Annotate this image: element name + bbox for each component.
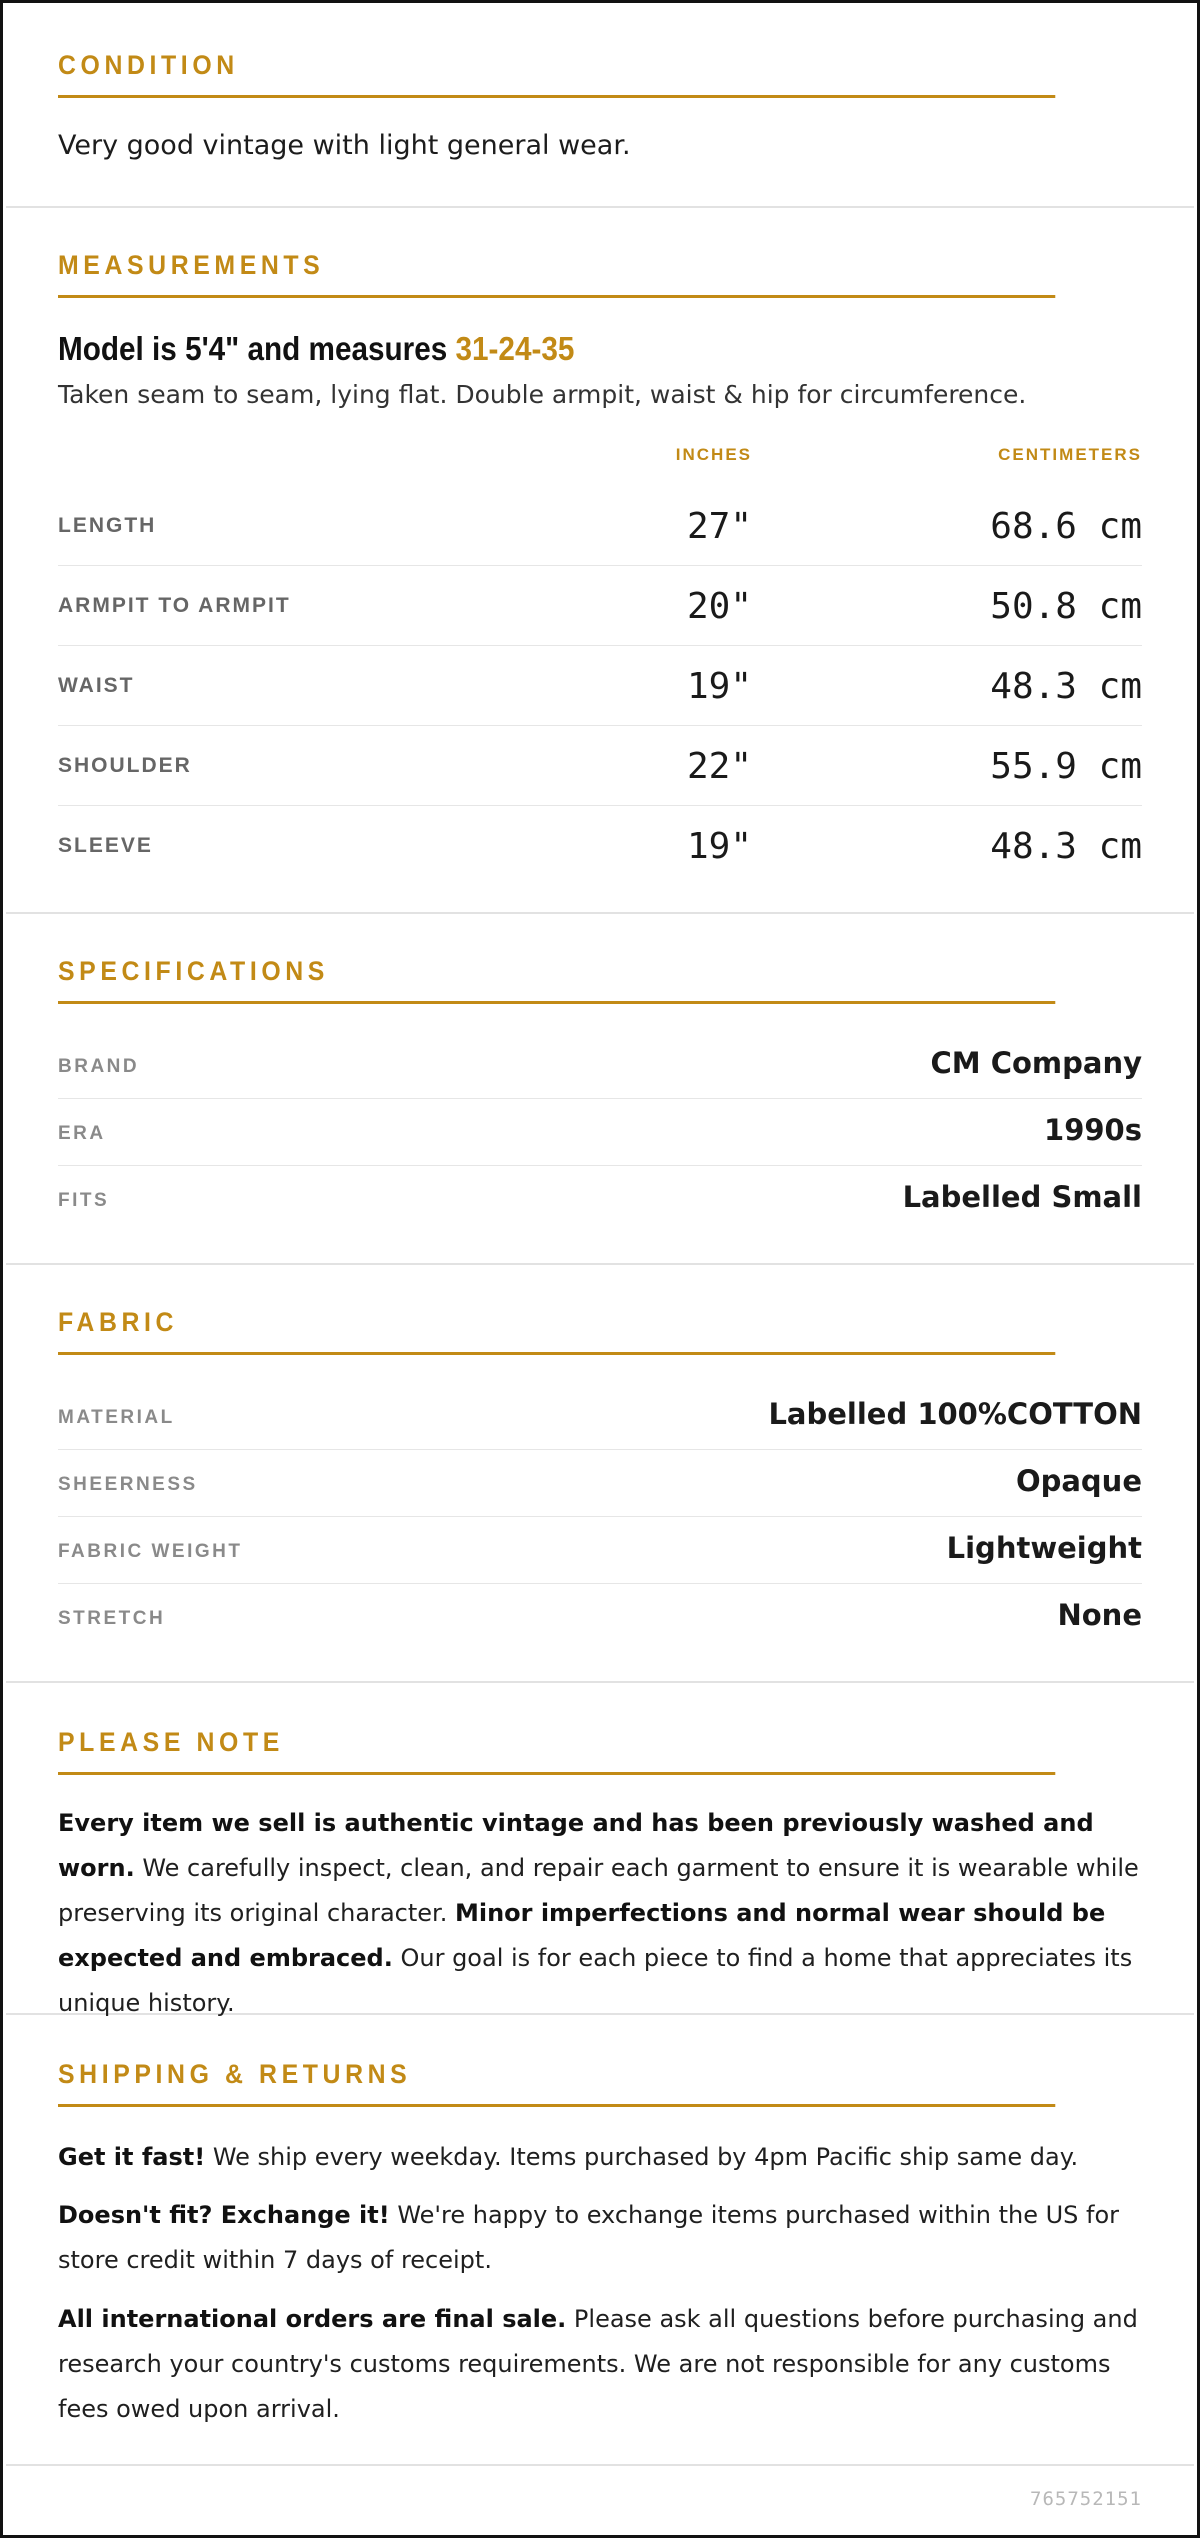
measurement-cm: 48.3 cm: [990, 666, 1142, 707]
spec-label: BRAND: [58, 1056, 140, 1077]
please-note-text-2: Our goal is for each piece to find a home that appreciates its unique history.: [58, 1944, 1133, 2017]
spec-label: FITS: [58, 1190, 110, 1211]
measurement-inches: 19": [686, 666, 752, 707]
fabric-value: Lightweight: [946, 1531, 1142, 1565]
please-note-paragraph: [58, 1801, 1142, 2026]
condition-section: [6, 6, 1194, 208]
condition-text: Very good vintage with light general wear.: [58, 130, 631, 161]
fabric-label: SHEERNESS: [58, 1474, 198, 1495]
fabric-row-material: [58, 1383, 1142, 1450]
please-note-text-1: We carefully inspect, clean, and repair each garment to ensure it is wearable while preserving its original character.: [58, 1854, 1139, 1927]
fabric-row-weight: [58, 1517, 1142, 1584]
measurement-label: SHOULDER: [58, 754, 192, 777]
spec-row-era: [58, 1099, 1142, 1166]
measurement-row-shoulder: [58, 726, 1142, 806]
measurement-label: WAIST: [58, 674, 135, 697]
please-note-bold-1: Every item we sell is authentic vintage and has been previously washed and worn.: [58, 1809, 1094, 1882]
fabric-row-sheerness: [58, 1450, 1142, 1517]
measurements-heading: MEASUREMENTS: [58, 250, 1055, 298]
shipping-international-bold: All international orders are final sale.: [58, 2305, 567, 2333]
measurements-section: [6, 208, 1194, 914]
spec-value: CM Company: [930, 1046, 1142, 1080]
shipping-paragraph-fast: [58, 2135, 1142, 2180]
measurement-label: ARMPIT TO ARMPIT: [58, 594, 291, 617]
measurement-inches: 20": [686, 586, 752, 627]
fabric-row-stretch: [58, 1584, 1142, 1651]
fabric-label: STRETCH: [58, 1608, 166, 1629]
shipping-fast-bold: Get it fast!: [58, 2143, 206, 2171]
spec-value: Labelled Small: [902, 1180, 1142, 1214]
fabric-value: Labelled 100%COTTON: [768, 1397, 1142, 1431]
measurement-cm: 55.9 cm: [990, 746, 1142, 787]
measurement-row-sleeve: [58, 806, 1142, 886]
inches-column-header: INCHES: [675, 445, 752, 464]
measurement-note: Taken seam to seam, lying flat. Double armpit, waist & hip for circumference.: [58, 380, 1027, 409]
condition-heading: CONDITION: [58, 50, 1055, 98]
measurement-row-armpit: [58, 566, 1142, 646]
measurement-inches: 19": [686, 826, 752, 867]
shipping-fast-text: We ship every weekday. Items purchased by 4pm Pacific ship same day.: [205, 2143, 1079, 2171]
measurement-label: SLEEVE: [58, 834, 153, 857]
model-measures-line: [58, 330, 574, 368]
please-note-heading: PLEASE NOTE: [58, 1727, 1055, 1775]
measurement-cm: 50.8 cm: [990, 586, 1142, 627]
shipping-section: [6, 2015, 1194, 2466]
shipping-exchange-bold: Doesn't fit? Exchange it!: [58, 2201, 390, 2229]
shipping-exchange-text: We're happy to exchange items purchased within the US for store credit within 7 days of receipt.: [58, 2201, 1120, 2274]
model-prefix: Model is 5'4" and measures: [58, 330, 456, 367]
footer: [6, 2466, 1194, 2535]
spec-value: 1990s: [1044, 1113, 1142, 1147]
fabric-value: None: [1057, 1598, 1142, 1632]
specifications-heading: SPECIFICATIONS: [58, 956, 1055, 1004]
measurement-cm: 48.3 cm: [990, 826, 1142, 867]
fabric-label: MATERIAL: [58, 1407, 175, 1428]
spec-label: ERA: [58, 1123, 106, 1144]
fabric-section: [6, 1265, 1194, 1683]
specifications-section: [6, 914, 1194, 1265]
measurement-row-length: [58, 490, 1142, 566]
fabric-heading: FABRIC: [58, 1307, 1055, 1355]
measurement-cm: 68.6 cm: [990, 506, 1142, 547]
shipping-paragraph-exchange: [58, 2193, 1142, 2283]
spec-row-fits: [58, 1166, 1142, 1233]
model-measures-value: 31-24-35: [455, 330, 575, 367]
shipping-paragraph-international: [58, 2297, 1142, 2432]
fabric-value: Opaque: [1015, 1464, 1142, 1498]
shipping-international-text: Please ask all questions before purchasing and research your country's customs requirements. We are not responsible for any customs fees owed upon arrival.: [58, 2305, 1138, 2423]
please-note-bold-2: Minor imperfections and normal wear should be expected and embraced.: [58, 1899, 1106, 1972]
measurement-inches: 22": [686, 746, 752, 787]
measurement-label: LENGTH: [58, 514, 157, 537]
measurement-inches: 27": [686, 506, 752, 547]
shipping-heading: SHIPPING & RETURNS: [58, 2059, 1055, 2107]
fabric-label: FABRIC WEIGHT: [58, 1541, 243, 1562]
product-id: 765752151: [1030, 2488, 1142, 2510]
please-note-section: [6, 1683, 1194, 2015]
measurement-row-waist: [58, 646, 1142, 726]
centimeters-column-header: CENTIMETERS: [998, 445, 1142, 464]
spec-row-brand: [58, 1032, 1142, 1099]
